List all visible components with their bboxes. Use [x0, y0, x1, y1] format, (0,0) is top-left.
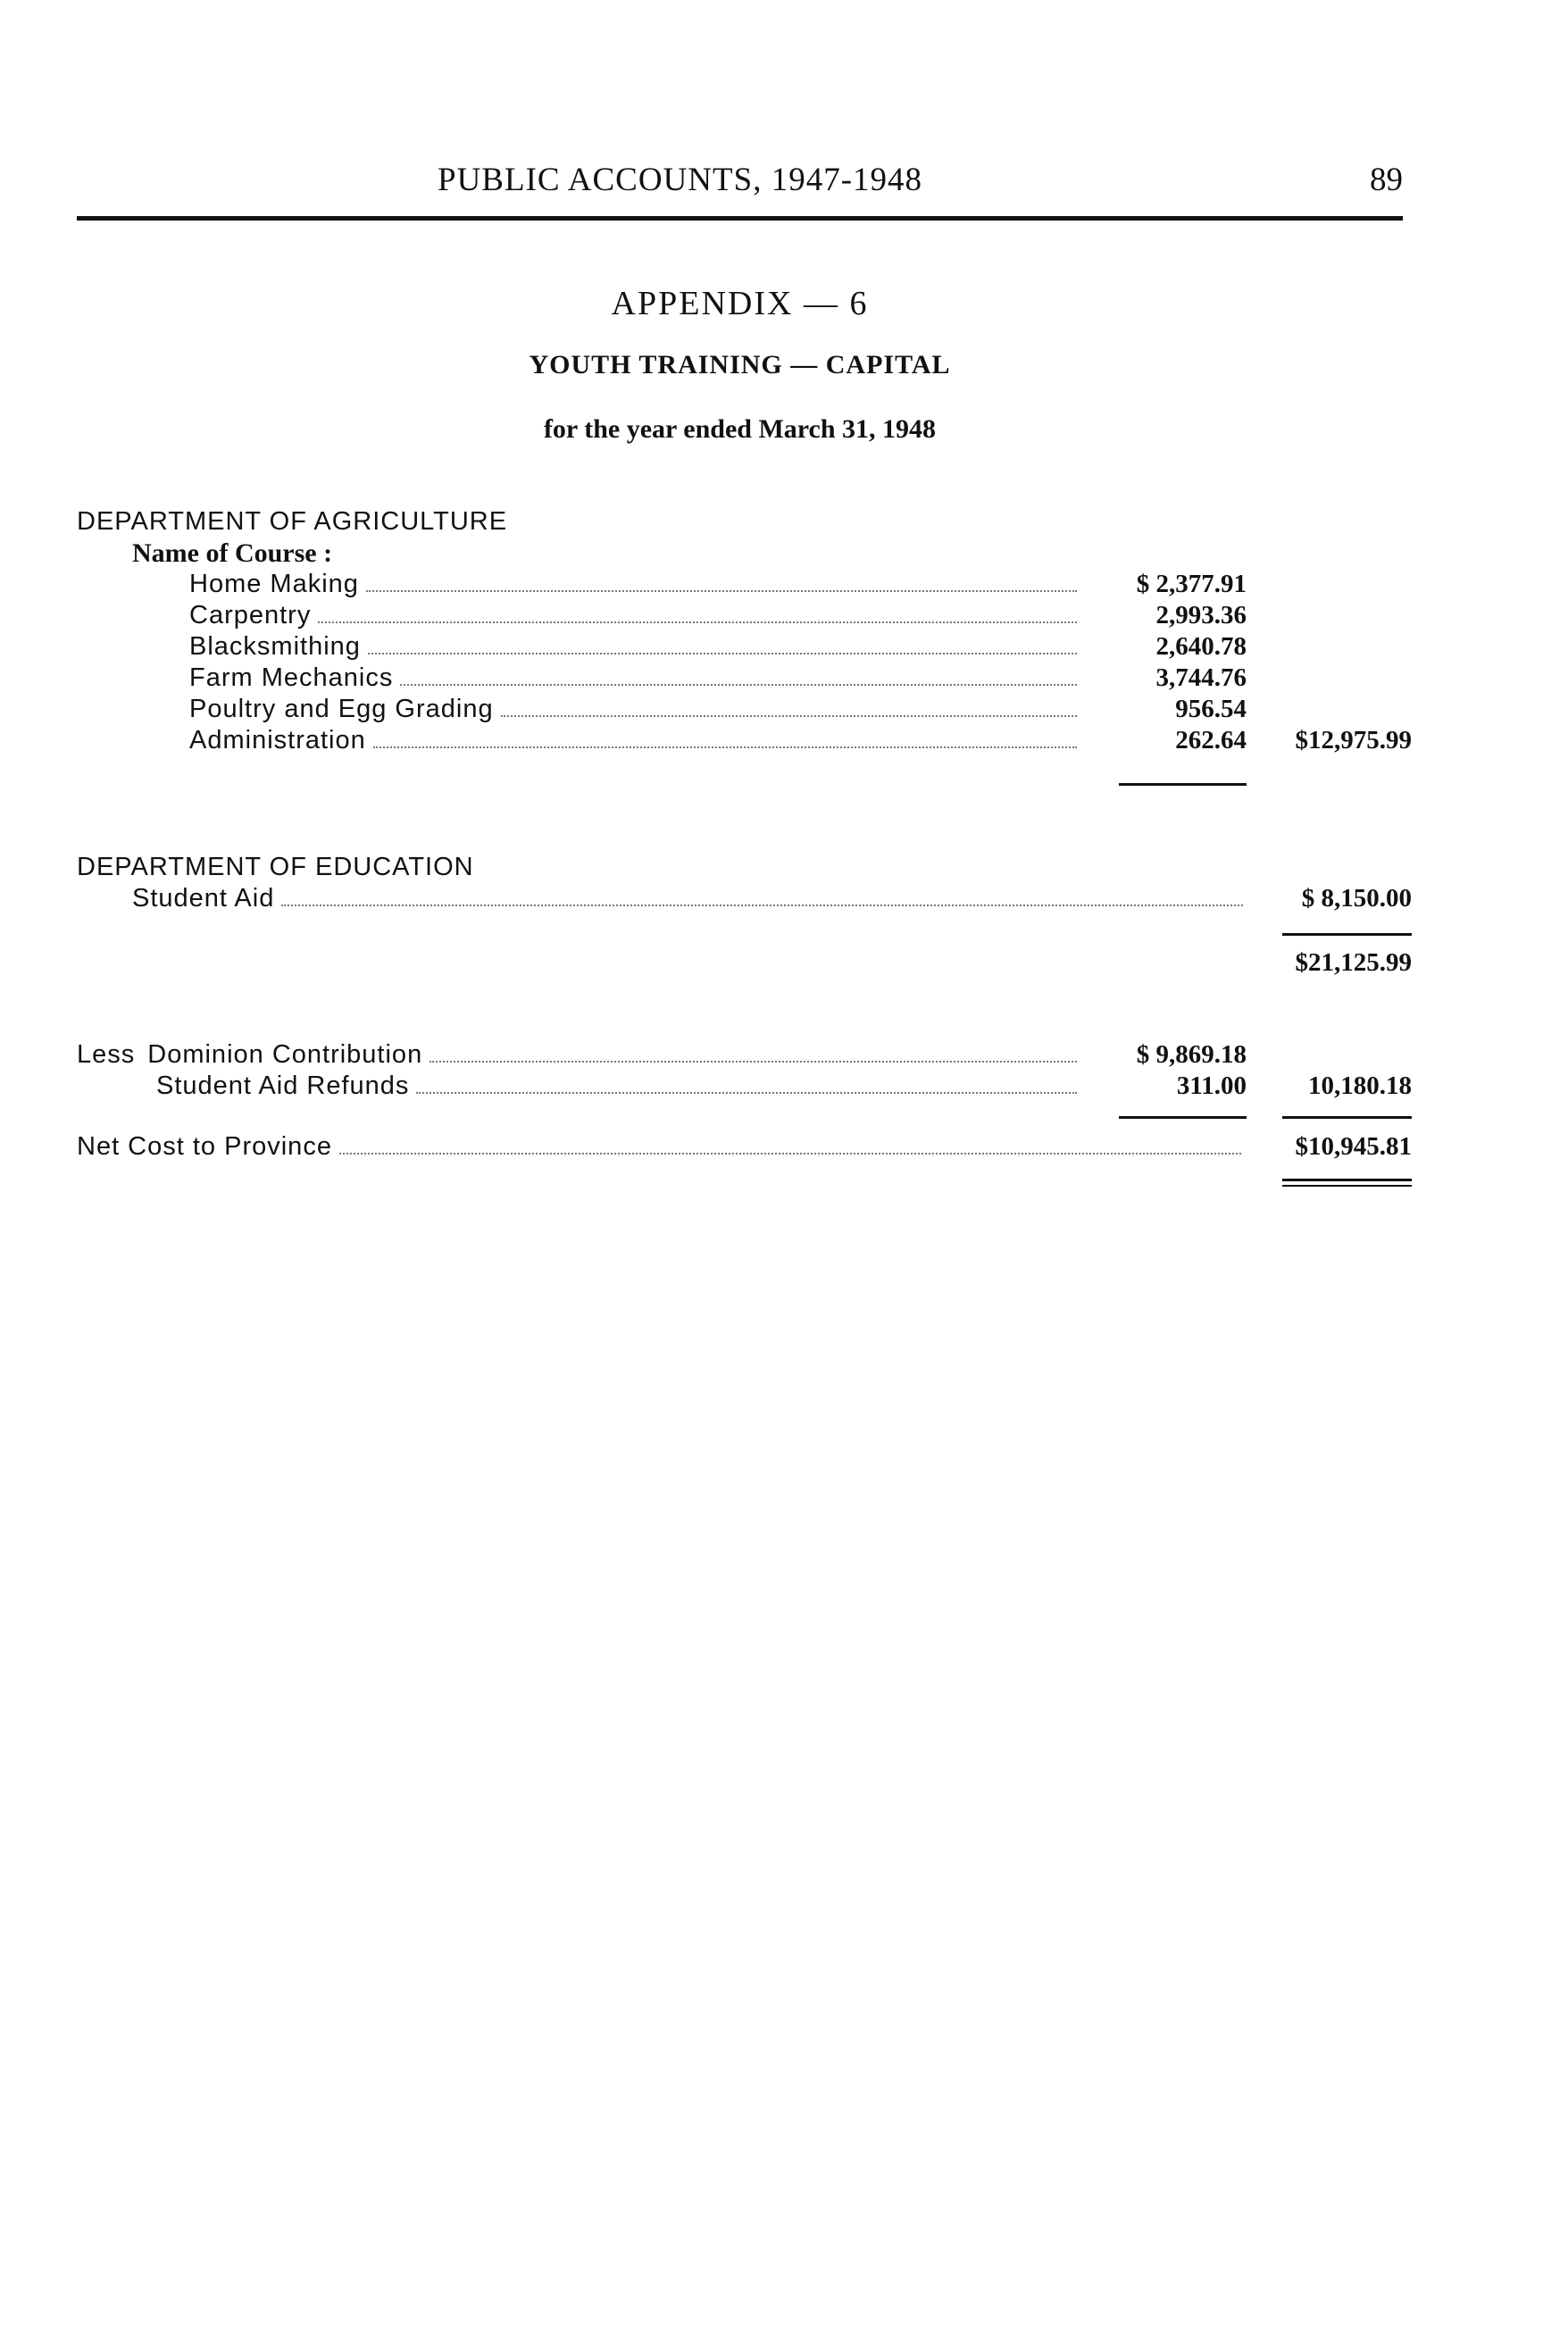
deduction-label: Student Aid Refunds [156, 1071, 410, 1100]
dot-leader [373, 746, 1077, 748]
course-amount: 3,744.76 [1155, 663, 1247, 692]
running-title: PUBLIC ACCOUNTS, 1947-1948 [438, 162, 923, 198]
course-row-home-making [189, 570, 1082, 599]
course-amount: 2,640.78 [1155, 632, 1247, 661]
dot-leader [400, 683, 1077, 686]
appendix-title: APPENDIX — 6 [611, 285, 869, 322]
course-label: Poultry and Egg Grading [189, 695, 494, 723]
net-cost-row [77, 1132, 1247, 1162]
deduction-total-rule [1282, 1116, 1412, 1119]
net-double-rule-bottom [1282, 1185, 1412, 1187]
course-heading: Name of Course : [132, 538, 333, 568]
dot-leader [501, 714, 1077, 717]
subtotal-rule [1119, 783, 1247, 786]
dot-leader [281, 904, 1243, 906]
deduction-rule [1119, 1116, 1247, 1119]
course-label: Home Making [189, 570, 359, 598]
net-double-rule-top [1282, 1179, 1412, 1181]
net-cost-amount: $10,945.81 [1295, 1132, 1412, 1161]
dot-leader [339, 1152, 1241, 1155]
less-label: Less [77, 1040, 136, 1069]
dot-leader [430, 1060, 1077, 1063]
course-row-poultry [189, 695, 1082, 724]
education-heading: DEPARTMENT OF EDUCATION [77, 853, 474, 881]
student-aid-label: Student Aid [132, 884, 275, 913]
course-label: Administration [189, 726, 366, 754]
dot-leader [366, 589, 1077, 592]
header-rule [77, 216, 1403, 221]
course-row-blacksmithing [189, 632, 1082, 662]
course-row-farm-mechanics [189, 663, 1082, 693]
dot-leader [318, 621, 1077, 623]
dot-leader [416, 1091, 1077, 1094]
page-number: 89 [1370, 162, 1403, 198]
course-amount: 2,993.36 [1155, 601, 1247, 629]
course-amount: $ 2,377.91 [1136, 570, 1247, 598]
net-cost-label: Net Cost to Province [77, 1132, 332, 1161]
agriculture-total: $12,975.99 [1295, 726, 1412, 754]
student-aid-row [132, 884, 1248, 913]
deductions-total: 10,180.18 [1308, 1071, 1412, 1100]
total-rule [1282, 933, 1412, 936]
course-label: Carpentry [189, 601, 312, 629]
deduction-row-dominion [77, 1040, 1082, 1070]
course-amount: 956.54 [1175, 695, 1247, 723]
course-amount: 262.64 [1175, 726, 1247, 754]
period-line: for the year ended March 31, 1948 [543, 414, 937, 444]
appendix-subtitle: YOUTH TRAINING — CAPITAL [529, 350, 951, 379]
grand-total: $21,125.99 [1295, 948, 1412, 977]
dot-leader [368, 652, 1077, 654]
agriculture-heading: DEPARTMENT OF AGRICULTURE [77, 507, 508, 536]
deduction-amount: $ 9,869.18 [1136, 1040, 1247, 1069]
course-row-carpentry [189, 601, 1082, 630]
student-aid-amount: $ 8,150.00 [1301, 884, 1412, 913]
course-label: Farm Mechanics [189, 663, 394, 692]
course-row-administration [189, 726, 1082, 755]
deduction-row-refunds [156, 1071, 1082, 1101]
deduction-amount: 311.00 [1176, 1071, 1247, 1100]
deduction-label: Dominion Contribution [147, 1040, 423, 1069]
course-label: Blacksmithing [189, 632, 361, 661]
